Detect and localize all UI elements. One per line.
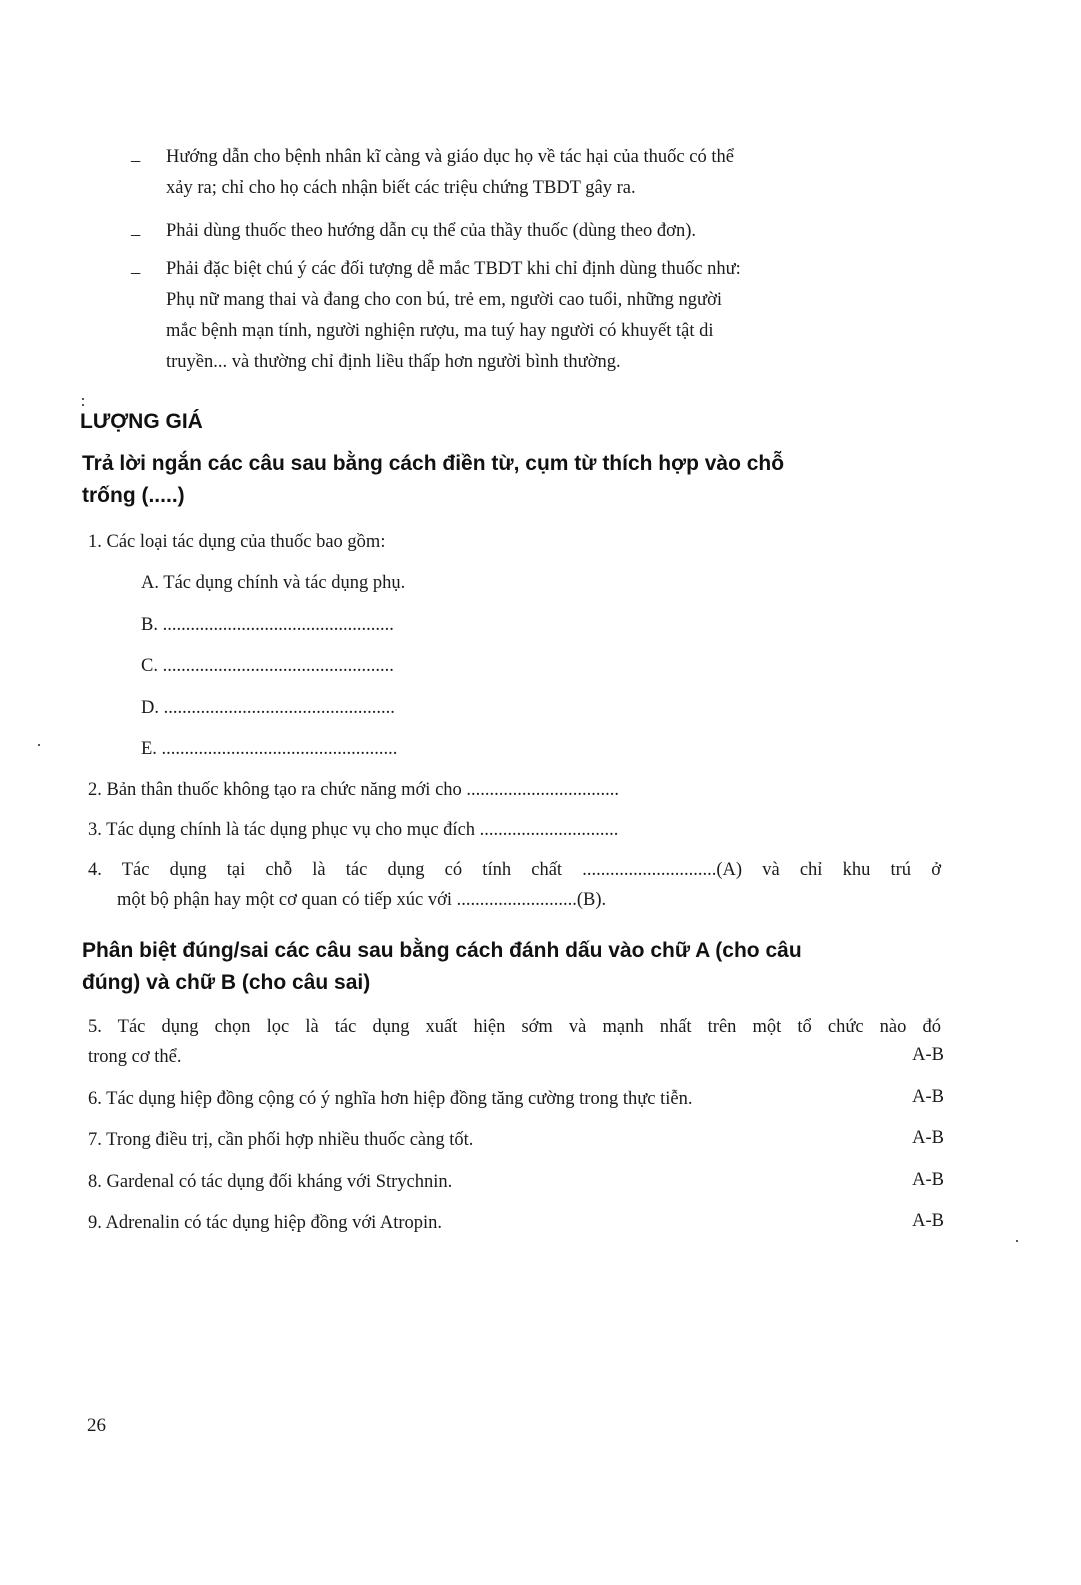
bullet-line: Phải dùng thuốc theo hướng dẫn cụ thể của thầy thuốc (dùng theo đơn). — [166, 221, 697, 241]
question-9: 9. Adrenalin có tác dụng hiệp đồng với Atropin. — [88, 1213, 443, 1233]
heading-line: Trả lời ngắn các câu sau bằng cách điền từ, cụm từ thích hợp vào chỗ — [82, 452, 785, 475]
bullet-dash: – — [131, 151, 141, 171]
bullet-line: xảy ra; chỉ cho họ cách nhận biết các triệu chứng TBDT gây ra. — [166, 178, 636, 198]
question-8-answer: A-B — [912, 1170, 944, 1190]
scan-speck — [82, 398, 84, 400]
question-4-line-2: một bộ phận hay một cơ quan có tiếp xúc với ..........................(B). — [117, 890, 607, 910]
question-5-answer: A-B — [912, 1045, 944, 1065]
bullet-line: Phải đặc biệt chú ý các đối tượng dễ mắc TBDT khi chỉ định dùng thuốc như: — [166, 259, 741, 279]
part2-heading — [82, 935, 948, 999]
question-4-line-1: 4. Tác dụng tại chỗ là tác dụng có tính chất .............................(A) và chỉ khu trú ở — [88, 860, 941, 880]
scan-speck — [1016, 1240, 1018, 1242]
question-6-answer: A-B — [912, 1087, 944, 1107]
bullet-item-instruct-patient — [166, 142, 946, 204]
bullet-line: truyền... và thường chỉ định liều thấp hơn người bình thường. — [166, 352, 621, 372]
question-1-option-e: E. ................................................... — [141, 739, 398, 759]
question-5-line-1: 5. Tác dụng chọn lọc là tác dụng xuất hiện sớm và mạnh nhất trên một tổ chức nào đó — [88, 1017, 941, 1037]
question-7: 7. Trong điều trị, cần phối hợp nhiều thuốc càng tốt. — [88, 1130, 474, 1150]
bullet-item-special-groups — [166, 254, 946, 378]
page-number: 26 — [87, 1415, 106, 1436]
question-9-answer: A-B — [912, 1211, 944, 1231]
bullet-line: Phụ nữ mang thai và đang cho con bú, trẻ em, người cao tuổi, những người — [166, 290, 722, 310]
question-5-line-2: trong cơ thể. — [88, 1047, 182, 1067]
scan-speck — [38, 744, 40, 746]
part1-heading — [82, 448, 948, 512]
heading-line: Phân biệt đúng/sai các câu sau bằng cách đánh dấu vào chữ A (cho câu — [82, 939, 802, 962]
question-1-option-c: C. .................................................. — [141, 656, 394, 676]
bullet-dash: – — [131, 263, 141, 283]
question-8: 8. Gardenal có tác dụng đối kháng với Strychnin. — [88, 1172, 453, 1192]
question-3: 3. Tác dụng chính là tác dụng phục vụ cho mục đích .............................. — [88, 820, 619, 840]
section-title: LƯỢNG GIÁ — [80, 410, 203, 433]
heading-line: đúng) và chữ B (cho câu sai) — [82, 971, 371, 994]
question-1-option-d: D. .................................................. — [141, 698, 395, 718]
scan-speck — [82, 404, 84, 406]
question-1: 1. Các loại tác dụng của thuốc bao gồm: — [88, 532, 386, 552]
bullet-dash: – — [131, 225, 141, 245]
question-1-option-a: A. Tác dụng chính và tác dụng phụ. — [141, 573, 406, 593]
question-7-answer: A-B — [912, 1128, 944, 1148]
question-2: 2. Bản thân thuốc không tạo ra chức năng mới cho ................................. — [88, 780, 620, 800]
heading-line: trống (.....) — [82, 484, 185, 507]
bullet-line: mắc bệnh mạn tính, người nghiện rượu, ma tuý hay người có khuyết tật di — [166, 321, 714, 341]
question-6: 6. Tác dụng hiệp đồng cộng có ý nghĩa hơn hiệp đồng tăng cường trong thực tiễn. — [88, 1089, 693, 1109]
question-1-option-b: B. .................................................. — [141, 615, 394, 635]
bullet-item-follow-prescription — [166, 216, 946, 247]
bullet-line: Hướng dẫn cho bệnh nhân kĩ càng và giáo dục họ về tác hại của thuốc có thể — [166, 147, 734, 167]
